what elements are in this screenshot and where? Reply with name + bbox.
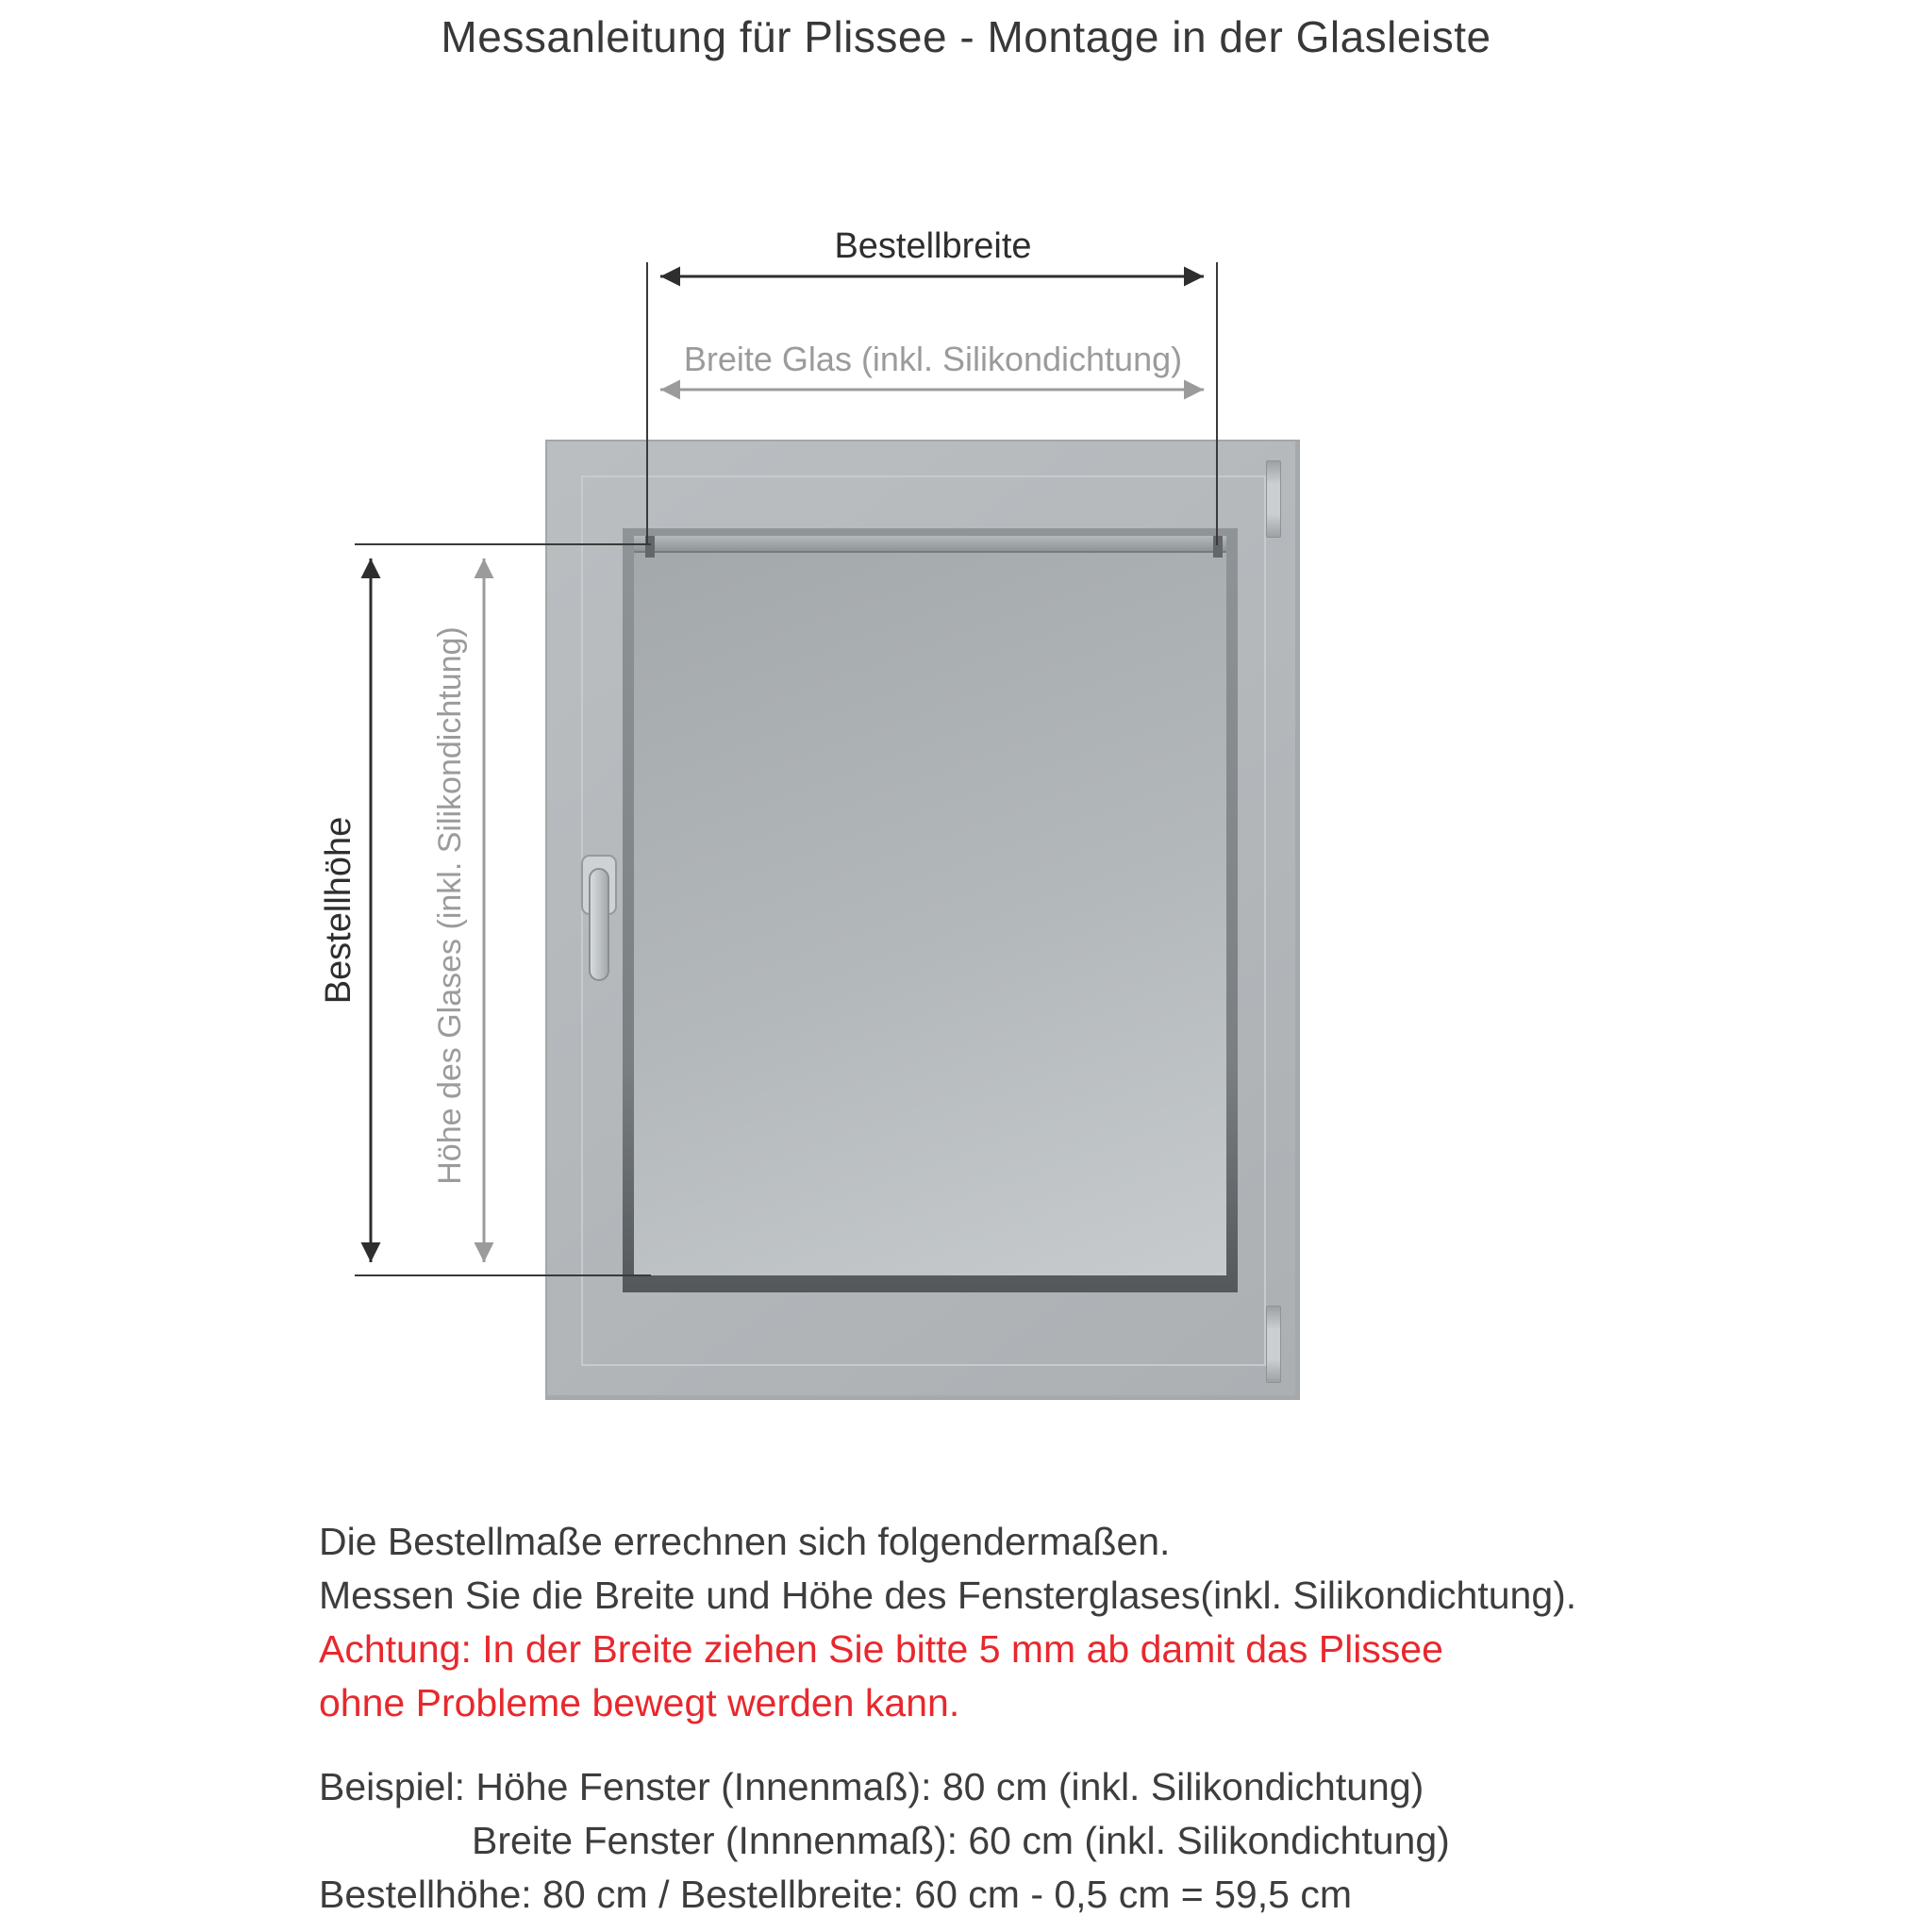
warning-line-1: Achtung: In der Breite ziehen Sie bitte 5 mm ab damit das Plissee bbox=[319, 1627, 1443, 1671]
instruction-line-1: Die Bestellmaße errechnen sich folgendermaßen. bbox=[319, 1520, 1171, 1563]
glass-width-label: Breite Glas (inkl. Silikondichtung) bbox=[683, 340, 1183, 378]
glass-height-label: Höhe des Glases (inkl. Silikondichtung) bbox=[432, 626, 468, 1185]
window-hinge-bottom bbox=[1266, 1306, 1281, 1383]
example-line-1: Beispiel: Höhe Fenster (Innenmaß): 80 cm (inkl. Silikondichtung) bbox=[319, 1765, 1424, 1808]
example-line-2: Breite Fenster (Innnenmaß): 60 cm (inkl. Silikondichtung) bbox=[472, 1819, 1450, 1862]
page-title: Messanleitung für Plissee - Montage in der Glasleiste bbox=[441, 12, 1491, 61]
example-line-3: Bestellhöhe: 80 cm / Bestellbreite: 60 cm - 0,5 cm = 59,5 cm bbox=[319, 1873, 1352, 1916]
spacer bbox=[319, 1730, 1809, 1760]
window-hinge-top bbox=[1266, 460, 1281, 538]
order-width-label: Bestellbreite bbox=[834, 226, 1032, 266]
instructions-block bbox=[319, 1515, 1809, 1922]
order-height-label: Bestellhöhe bbox=[319, 816, 358, 1005]
window-glass bbox=[634, 536, 1226, 1275]
glass-bevel bbox=[623, 528, 1238, 1292]
warning-line-2: ohne Probleme bewegt werden kann. bbox=[319, 1681, 960, 1724]
window-handle bbox=[581, 855, 621, 996]
rail-end-cap-left bbox=[645, 536, 655, 558]
window-frame bbox=[545, 440, 1300, 1400]
window-handle-grip bbox=[589, 868, 609, 981]
instruction-line-2: Messen Sie die Breite und Höhe des Fensterglases(inkl. Silikondichtung). bbox=[319, 1574, 1577, 1617]
rail-end-cap-right bbox=[1213, 536, 1223, 558]
plissee-top-rail bbox=[634, 536, 1226, 553]
